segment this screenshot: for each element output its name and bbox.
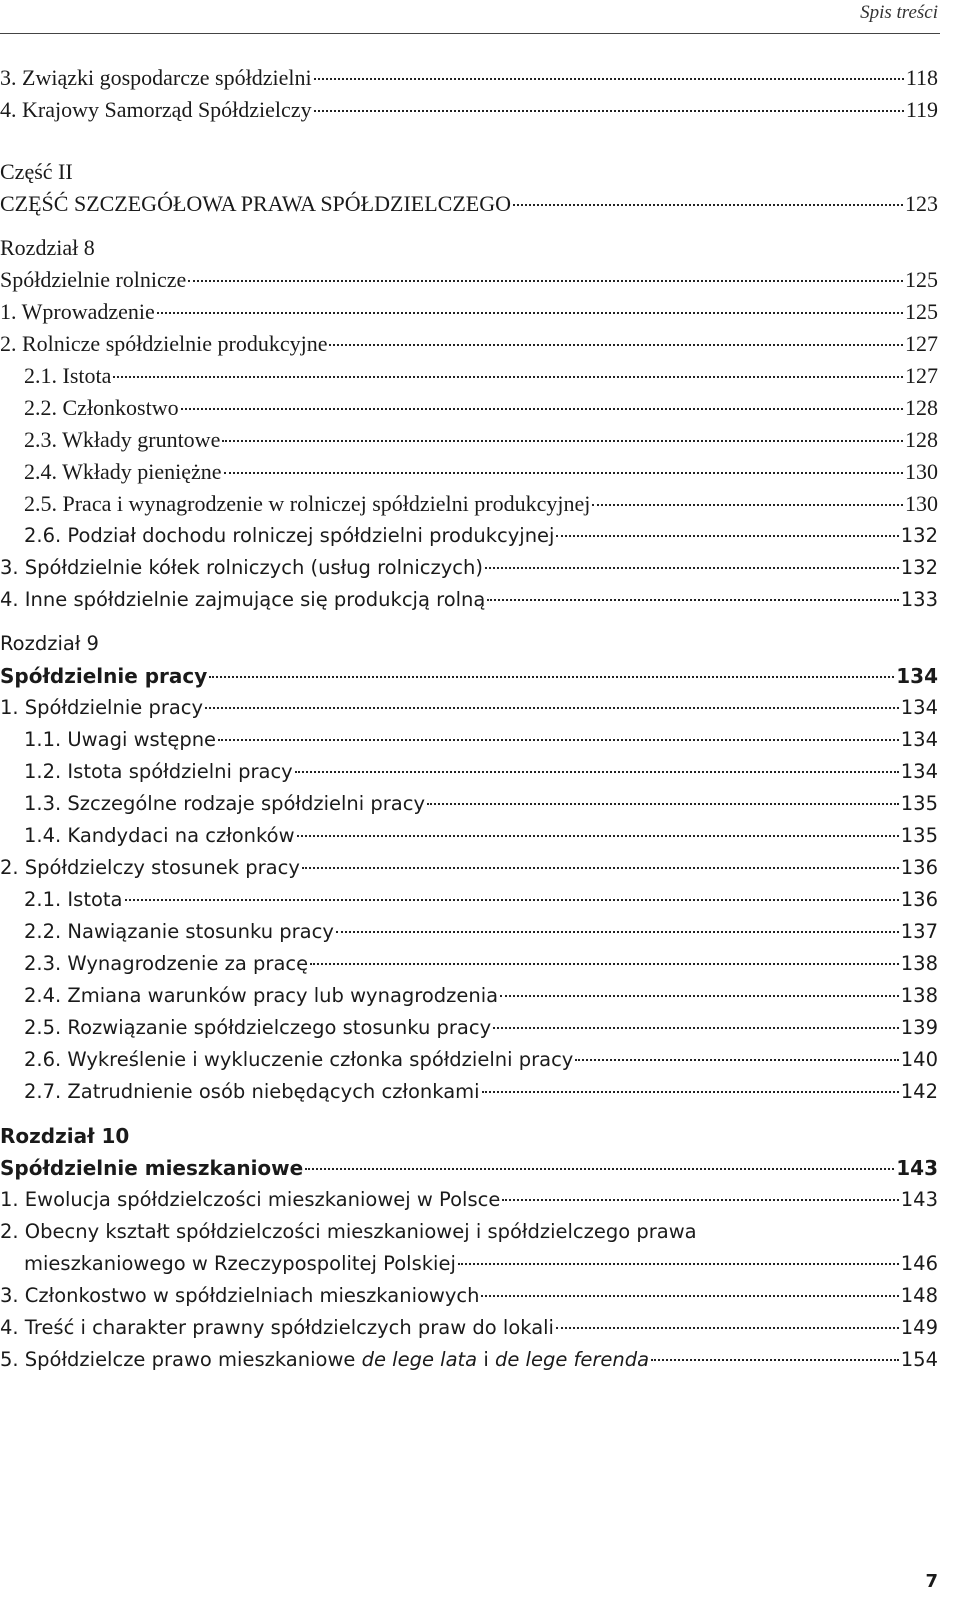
toc-entry	[0, 97, 938, 123]
toc-entry	[0, 1220, 938, 1243]
toc-entry	[0, 588, 938, 611]
dot-leader	[222, 440, 903, 442]
toc-entry	[0, 1284, 938, 1307]
dot-leader	[314, 110, 904, 112]
toc-entry-page: 132	[900, 556, 938, 579]
dot-leader	[224, 472, 903, 474]
toc-entry	[0, 664, 938, 688]
toc-entry	[0, 491, 938, 517]
toc-entry-title: 2.6. Wykreślenie i wykluczenie członka spółdzielni pracy	[24, 1048, 574, 1071]
chapter-label	[0, 235, 938, 261]
dot-leader	[651, 1359, 899, 1361]
part-label	[0, 159, 938, 185]
toc-entry-title	[0, 1348, 649, 1371]
dot-leader	[125, 899, 899, 901]
toc-entry-page: 136	[900, 856, 938, 879]
toc-entry-page: 154	[900, 1348, 938, 1371]
toc-entry-title: 4. Treść i charakter prawny spółdzielczych praw do lokali	[0, 1316, 554, 1339]
title-part-italic: de lege ferenda	[494, 1348, 650, 1371]
toc-entry-page: 134	[900, 696, 938, 719]
toc-entry-page: 123	[905, 191, 938, 216]
toc-entry-title: 2. Spółdzielczy stosunek pracy	[0, 856, 300, 879]
toc-entry-page: 146	[900, 1252, 938, 1275]
toc-entry	[0, 952, 938, 975]
toc-entry	[0, 1252, 938, 1275]
toc-entry	[0, 984, 938, 1007]
toc-entry-title: 2.2. Członkostwo	[24, 395, 179, 420]
toc-entry	[0, 856, 938, 879]
toc-entry-title: Spółdzielnie rolnicze	[0, 267, 187, 292]
toc-entry-page: 134	[900, 760, 938, 783]
toc-entry-title: mieszkaniowego w Rzeczypospolitej Polskiej	[24, 1252, 456, 1275]
dot-leader	[556, 1327, 899, 1329]
dot-leader	[295, 771, 899, 773]
chapter-label	[0, 1124, 938, 1148]
dot-leader	[487, 599, 898, 601]
toc-entry-title: 3. Członkostwo w spółdzielniach mieszkaniowych	[0, 1284, 480, 1307]
toc-entry-title: 3. Spółdzielnie kółek rolniczych (usług rolniczych)	[0, 556, 483, 579]
toc-entry	[0, 696, 938, 719]
toc-entry-page: 135	[900, 792, 938, 815]
toc-entry-title: 4. Inne spółdzielnie zajmujące się produkcją rolną	[0, 588, 486, 611]
toc-entry-page: 127	[905, 363, 938, 388]
dot-leader	[205, 707, 899, 709]
toc-entry-title: Spółdzielnie pracy	[0, 664, 208, 688]
toc-entry-title: Rozdział 9	[0, 632, 99, 655]
dot-leader	[502, 1199, 898, 1201]
toc-entry-page: 128	[905, 395, 938, 420]
dot-leader	[157, 312, 903, 314]
dot-leader	[218, 739, 899, 741]
toc-entry-title: 1.1. Uwagi wstępne	[24, 728, 217, 751]
toc-entry	[0, 792, 938, 815]
toc-entry-title: 2.5. Praca i wynagrodzenie w rolniczej spółdzielni produkcyjnej	[24, 491, 591, 516]
header-rule	[0, 33, 940, 34]
toc-entry	[0, 556, 938, 579]
toc-entry	[0, 191, 938, 217]
toc-entry	[0, 1156, 938, 1180]
dot-leader	[181, 408, 903, 410]
toc-entry-title: Rozdział 10	[0, 1124, 130, 1148]
dot-leader	[302, 867, 899, 869]
toc-entry	[0, 459, 938, 485]
dot-leader	[482, 1091, 899, 1093]
toc-entry-page: 139	[900, 1016, 938, 1039]
toc-entry-title: 2.1. Istota	[24, 363, 112, 388]
toc-entry-title: 2.2. Nawiązanie stosunku pracy	[24, 920, 334, 943]
dot-leader	[481, 1295, 898, 1297]
toc-entry-page: 128	[905, 427, 938, 452]
toc-entry-title: 2.1. Istota	[24, 888, 123, 911]
toc-entry	[0, 395, 938, 421]
toc-entry	[0, 728, 938, 751]
toc-entry-title: Spółdzielnie mieszkaniowe	[0, 1156, 304, 1180]
toc-entry-title: Część II	[0, 159, 73, 184]
dot-leader	[305, 1168, 894, 1170]
toc-entry-page: 140	[900, 1048, 938, 1071]
toc-entry	[0, 331, 938, 357]
toc-entry-page: 127	[905, 331, 938, 356]
toc-entry-page: 125	[905, 267, 938, 292]
toc-entry-page: 130	[905, 491, 938, 516]
toc-entry-page: 134	[896, 664, 938, 688]
dot-leader	[592, 504, 903, 506]
toc-entry	[0, 524, 938, 547]
toc-entry-title: 2.7. Zatrudnienie osób niebędących członkami	[24, 1080, 480, 1103]
toc-entry	[0, 65, 938, 91]
dot-leader	[556, 535, 898, 537]
dot-leader	[493, 1027, 899, 1029]
toc-entry-title: 1.2. Istota spółdzielni pracy	[24, 760, 293, 783]
toc-entry-page: 132	[900, 524, 938, 547]
toc-entry-title: 1. Spółdzielnie pracy	[0, 696, 204, 719]
toc-entry-title: 4. Krajowy Samorząd Spółdzielczy	[0, 97, 312, 122]
toc-entry-title: 1. Wprowadzenie	[0, 299, 155, 324]
dot-leader	[575, 1059, 898, 1061]
toc-entry-page: 134	[900, 728, 938, 751]
toc-entry-title: 2.4. Zmiana warunków pracy lub wynagrodzenia	[24, 984, 499, 1007]
toc-entry-page: 125	[905, 299, 938, 324]
toc-entry-page: 143	[896, 1156, 938, 1180]
toc-entry-title: 3. Związki gospodarcze spółdzielni	[0, 65, 312, 90]
dot-leader	[513, 204, 903, 206]
toc-entry	[0, 299, 938, 325]
toc-entry-page: 142	[900, 1080, 938, 1103]
dot-leader	[427, 803, 899, 805]
toc-entry-title: CZĘŚĆ SZCZEGÓŁOWA PRAWA SPÓŁDZIELCZEGO	[0, 191, 511, 216]
dot-leader	[458, 1263, 899, 1265]
title-part-italic: de lege lata	[361, 1348, 478, 1371]
toc-entry	[0, 267, 938, 293]
toc-entry	[0, 363, 938, 389]
toc-entry	[0, 1348, 938, 1371]
toc-entry-page: 149	[900, 1316, 938, 1339]
toc-entry-page: 137	[900, 920, 938, 943]
dot-leader	[500, 995, 899, 997]
toc-entry-page: 136	[900, 888, 938, 911]
dot-leader	[336, 931, 899, 933]
dot-leader	[113, 376, 903, 378]
toc-entry-page: 118	[905, 65, 938, 90]
toc-entry	[0, 920, 938, 943]
toc-entry-title: 2.6. Podział dochodu rolniczej spółdzielni produkcyjnej	[24, 524, 555, 547]
toc-entry	[0, 1016, 938, 1039]
toc-entry	[0, 1316, 938, 1339]
dot-leader	[329, 344, 903, 346]
toc-entry-page: 148	[900, 1284, 938, 1307]
toc-entry-page: 138	[900, 984, 938, 1007]
toc-entry	[0, 427, 938, 453]
dot-leader	[485, 567, 899, 569]
dot-leader	[297, 835, 899, 837]
toc-entry	[0, 888, 938, 911]
toc-entry-page: 143	[900, 1188, 938, 1211]
title-part: i	[477, 1348, 495, 1371]
toc-entry-page: 130	[905, 459, 938, 484]
toc-entry	[0, 1080, 938, 1103]
toc-entry	[0, 760, 938, 783]
page-number: 7	[925, 1571, 938, 1592]
title-part: 5. Spółdzielcze prawo mieszkaniowe	[0, 1348, 362, 1371]
dot-leader	[310, 963, 899, 965]
toc-entry-title: 2. Obecny kształt spółdzielczości mieszkaniowej i spółdzielczego prawa	[0, 1220, 697, 1243]
toc-entry-title: 2.3. Wkłady gruntowe	[24, 427, 221, 452]
toc-entry-title: 1.4. Kandydaci na członków	[24, 824, 295, 847]
toc-entry-page: 138	[900, 952, 938, 975]
toc-entry-page: 119	[905, 97, 938, 122]
toc-entry-title: 1. Ewolucja spółdzielczości mieszkaniowej w Polsce	[0, 1188, 501, 1211]
toc-entry-page: 135	[900, 824, 938, 847]
dot-leader	[314, 78, 904, 80]
toc-entry-title: 2.4. Wkłady pieniężne	[24, 459, 222, 484]
toc-entry	[0, 1048, 938, 1071]
toc-entry-title: Rozdział 8	[0, 235, 95, 260]
toc-entry-title: 2.5. Rozwiązanie spółdzielczego stosunku pracy	[24, 1016, 492, 1039]
chapter-label	[0, 632, 938, 655]
toc-entry-title: 2. Rolnicze spółdzielnie produkcyjne	[0, 331, 328, 356]
toc-entry-title: 2.3. Wynagrodzenie za pracę	[24, 952, 309, 975]
dot-leader	[209, 676, 894, 678]
toc-entry-title: 1.3. Szczególne rodzaje spółdzielni pracy	[24, 792, 425, 815]
dot-leader	[188, 280, 903, 282]
toc-entry	[0, 1188, 938, 1211]
running-header: Spis treści	[860, 2, 938, 23]
toc-entry-page: 133	[900, 588, 938, 611]
toc-entry	[0, 824, 938, 847]
